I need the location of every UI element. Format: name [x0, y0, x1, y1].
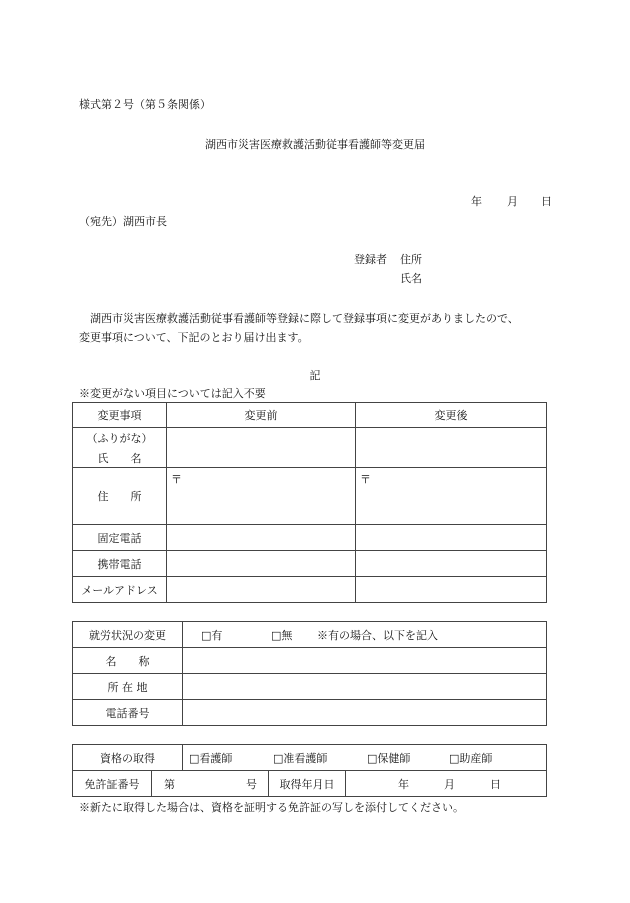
landline-before-cell[interactable] [167, 525, 356, 551]
qualification-table [72, 744, 547, 797]
name-label: 氏 名 [97, 451, 142, 465]
midwife-checkbox[interactable]: □助産師 [449, 751, 493, 765]
body-line-2: 変更事項について、下記のとおり届け出ます。 [79, 331, 309, 344]
address-before-cell[interactable] [167, 468, 356, 525]
workplace-name-label: 名 称 [73, 648, 183, 674]
note-bottom: ※新たに取得した場合は、資格を証明する免許証の写しを添付してください。 [79, 801, 464, 814]
page-title: 湖西市災害医療救護活動従事看護師等変更届 [205, 138, 425, 151]
license-no-label: 免許証番号 [73, 771, 152, 797]
address-after-cell[interactable] [356, 468, 547, 525]
acquired-month: 月 [444, 777, 455, 791]
name-label-cell [73, 428, 167, 468]
mobile-label: 携帯電話 [73, 551, 167, 577]
change-items-table [72, 402, 547, 603]
date-year: 年 [471, 195, 482, 208]
ki-heading: 記 [309, 369, 321, 382]
header-before: 変更前 [167, 403, 356, 428]
acquired-date-cell[interactable] [346, 771, 547, 797]
acquired-date-label: 取得年月日 [269, 771, 346, 797]
body-line-1: 湖西市災害医療救護活動従事看護師等登録に際して登録事項に変更がありましたので、 [90, 312, 519, 325]
workplace-phone-cell[interactable] [183, 700, 547, 726]
workplace-name-cell[interactable] [183, 648, 547, 674]
employment-change-label: 就労状況の変更 [73, 622, 183, 648]
name-after-cell[interactable] [356, 428, 547, 468]
email-before-cell[interactable] [167, 577, 356, 603]
acquired-day: 日 [490, 777, 501, 791]
license-no-cell[interactable] [152, 771, 269, 797]
addressee: （宛先）湖西市長 [79, 215, 167, 228]
registrant-label: 登録者 [354, 253, 387, 266]
postal-mark-after: 〒 [360, 473, 371, 486]
email-after-cell[interactable] [356, 577, 547, 603]
landline-label: 固定電話 [73, 525, 167, 551]
employment-options-cell [183, 622, 547, 648]
employment-table [72, 621, 547, 726]
acquired-year: 年 [398, 777, 409, 791]
form-number: 様式第２号（第５条関係） [79, 98, 211, 111]
employment-note: ※有の場合、以下を記入 [317, 628, 438, 642]
furigana-label: （ふりがな） [86, 431, 153, 445]
mobile-before-cell[interactable] [167, 551, 356, 577]
email-label: メールアドレス [73, 577, 167, 603]
name-before-cell[interactable] [167, 428, 356, 468]
landline-after-cell[interactable] [356, 525, 547, 551]
qualification-label: 資格の取得 [73, 745, 183, 771]
header-after: 変更後 [356, 403, 547, 428]
address-label: 住 所 [73, 468, 167, 525]
workplace-location-cell[interactable] [183, 674, 547, 700]
note-top: ※変更がない項目については記入不要 [79, 387, 266, 400]
license-go: 号 [246, 777, 257, 791]
date-day: 日 [541, 195, 552, 208]
qualification-options-cell [183, 745, 547, 771]
mobile-after-cell[interactable] [356, 551, 547, 577]
workplace-location-label: 所 在 地 [73, 674, 183, 700]
workplace-phone-label: 電話番号 [73, 700, 183, 726]
employment-yes-checkbox[interactable]: □有 [201, 628, 223, 642]
date-month: 月 [507, 195, 518, 208]
postal-mark-before: 〒 [171, 473, 182, 486]
registrant-name-label: 氏名 [400, 272, 422, 285]
registrant-address-label: 住所 [400, 253, 422, 266]
header-item: 変更事項 [73, 403, 167, 428]
employment-no-checkbox[interactable]: □無 [271, 628, 293, 642]
assoc-nurse-checkbox[interactable]: □准看護師 [273, 751, 328, 765]
license-dai: 第 [164, 777, 175, 791]
public-health-nurse-checkbox[interactable]: □保健師 [367, 751, 411, 765]
nurse-checkbox[interactable]: □看護師 [189, 751, 233, 765]
